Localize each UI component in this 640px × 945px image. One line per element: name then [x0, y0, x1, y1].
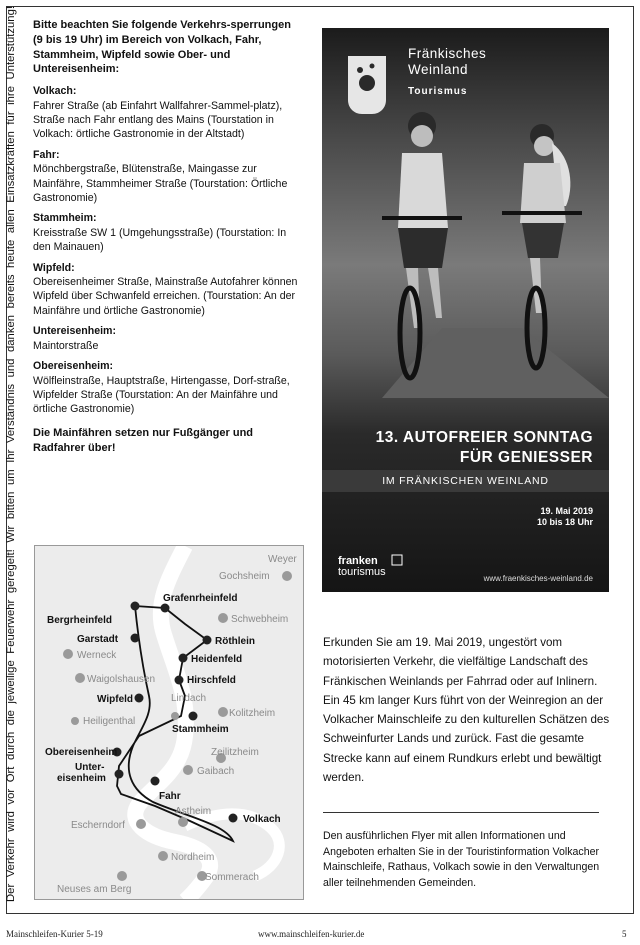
footer-publication: Mainschleifen-Kurier 5-19	[6, 929, 103, 939]
poster-date	[537, 506, 593, 528]
town-label-heidenfeld: Heidenfeld	[191, 654, 243, 665]
town-dot	[151, 777, 160, 786]
town-dot	[135, 694, 144, 703]
town-label-hirschfeld: Hirschfeld	[187, 675, 236, 686]
town-dot	[136, 819, 146, 829]
section-heading: Untereisenheim:	[33, 325, 117, 338]
section-text: Kreisstraße SW 1 (Umgehungsstraße) (Tourstation: In den Mainauen)	[33, 226, 287, 254]
town-dot	[171, 712, 179, 720]
town-dot	[178, 817, 188, 827]
town-dot	[183, 765, 193, 775]
town-label-escherndorf: Escherndorf	[71, 820, 125, 831]
headline-line-2: FÜR GENIESSER	[459, 449, 593, 466]
town-dot	[203, 636, 212, 645]
divider-rule	[323, 812, 599, 813]
town-label-grafenrheinfeld: Grafenrheinfeld	[163, 593, 238, 604]
town-label-untereisenheim-2: eisenheim	[57, 773, 106, 784]
town-dot	[161, 604, 170, 613]
section-untereisenheim	[33, 324, 301, 353]
town-label-zeilitzheim: Zeilitzheim	[211, 747, 259, 758]
poster-url: www.fraenkisches-weinland.de	[483, 574, 593, 583]
section-text: Wölfleinstraße, Hauptstraße, Hirtengasse, Dorf-straße, Wipfelder Straße (Tourstation: An der Mainfähre und örtliche Gastronomie)	[33, 374, 290, 416]
town-dot	[282, 571, 292, 581]
town-label-obereisenheim: Obereisenheim	[45, 747, 118, 758]
closures-intro: Bitte beachten Sie folgende Verkehrs-sperrungen (9 bis 19 Uhr) im Bereich von Volkach, Fahr, Stammheim, Wipfeld sowie Ober- und Untereisenheim:	[33, 19, 291, 76]
town-label-astheim: Astheim	[175, 806, 212, 817]
brand-sub: Tourismus	[408, 86, 468, 97]
town-label-nordheim: Nordheim	[171, 852, 215, 863]
town-label-gaibach: Gaibach	[197, 766, 235, 777]
event-description: Erkunden Sie am 19. Mai 2019, ungestört vom motorisierten Verkehr, die vielfältige Landschaft des Fränkischen Weinlands per Fahrrad oder auf Inlinern. Ein 45 km langer Kurs führt von der Weinregion an der Volkacher Mainschleife zu den kulturellen Schätzen des Schweinfurter Lands und zurück. Fast die gesamte Strecke kann auf einem Rundkurs erlebt und bewältigt werden.	[323, 636, 610, 785]
section-text: Obereisenheimer Straße, Mainstraße Autofahrer können Wipfeld über Schwanfeld erreichen. (Tourstation: An der Mainfähre und örtliche Gastronomie)	[33, 276, 298, 317]
section-heading: Fahr:	[33, 148, 60, 161]
town-dot	[71, 717, 79, 725]
ferry-note: Die Mainfähren setzen nur Fußgänger und Radfahrer über!	[33, 426, 254, 454]
town-dot	[189, 712, 198, 721]
section-text: Fahrer Straße (ab Einfahrt Wallfahrer-Sammel-platz), Straße nach Fahr entlang des Mains (Tourstation in Volkach: örtliche Gastronomie in der Altstadt)	[33, 99, 283, 141]
town-dot	[131, 634, 140, 643]
footer-page-number: 5	[622, 929, 627, 939]
town-label-bergrheinfeld: Bergrheinfeld	[47, 615, 113, 626]
town-label-roethlein: Röthlein	[215, 636, 255, 647]
town-label-heiligenthal: Heiligenthal	[83, 716, 136, 727]
town-label-stammheim: Stammheim	[172, 724, 229, 735]
section-volkach	[33, 84, 301, 142]
section-text: Maintorstraße	[33, 339, 99, 352]
poster-headline	[376, 428, 593, 468]
town-dot	[218, 613, 228, 623]
town-dot	[175, 676, 184, 685]
section-obereisenheim	[33, 359, 301, 417]
logo-line-1: franken	[338, 555, 378, 567]
town-dot	[63, 649, 73, 659]
town-label-werneck: Werneck	[77, 650, 117, 661]
town-label-schwebheim: Schwebheim	[231, 614, 289, 625]
town-dot	[75, 673, 85, 683]
flyer-info: Den ausführlichen Flyer mit allen Informationen und Angeboten erhalten Sie in der Touristinformation Volkacher Mainschleife, Rathaus, Volkach sowie in den Verwaltungen aller teilnehmenden Gemeinden.	[323, 830, 600, 889]
franken-tourismus-logo	[338, 556, 386, 578]
town-label-kolitzheim: Kolitzheim	[229, 708, 276, 719]
date-line-1: 19. Mai 2019	[540, 506, 593, 516]
section-wipfeld	[33, 261, 301, 319]
town-dot	[117, 871, 127, 881]
town-label-untereisenheim-1: Unter-	[75, 762, 105, 773]
vertical-side-note: Der Verkehr wird vor Ort durch die jeweilige Feuerwehr geregelt! Wir bitten um Ihr Verständnis und danken bereits heute allen Einsatzkräften für ihre Unterstützung!	[5, 6, 17, 902]
town-label-sommerach: Sommerach	[205, 872, 259, 883]
brand-line-2: Weinland	[408, 62, 469, 77]
poster-subline: IM FRÄNKISCHEN WEINLAND	[322, 470, 609, 492]
event-poster	[322, 28, 609, 592]
town-label-gochsheim: Gochsheim	[219, 571, 270, 582]
town-dot	[218, 707, 228, 717]
section-stammheim	[33, 211, 301, 254]
town-dot	[229, 814, 238, 823]
date-line-2: 10 bis 18 Uhr	[536, 517, 593, 527]
logo-line-2: tourismus	[338, 566, 386, 578]
town-label-weyer: Weyer	[268, 554, 297, 565]
weinland-logo-mark	[348, 56, 386, 114]
section-heading: Obereisenheim:	[33, 360, 114, 373]
section-heading: Stammheim:	[33, 212, 97, 225]
town-label-wipfeld: Wipfeld	[97, 694, 134, 705]
town-label-volkach: Volkach	[243, 814, 281, 825]
town-dot	[179, 654, 188, 663]
poster-brand	[408, 46, 486, 100]
town-dot	[131, 602, 140, 611]
section-heading: Wipfeld:	[33, 261, 75, 274]
section-text: Mönchbergstraße, Blütenstraße, Maingasse zur Mainfähre, Stammheimer Straße (Tourstation: Örtliche Gastronomie)	[33, 163, 288, 205]
brand-line-1: Fränkisches	[408, 46, 487, 61]
closures-column	[33, 18, 301, 455]
route-map-svg	[35, 546, 304, 900]
section-fahr	[33, 148, 301, 206]
town-dot	[115, 770, 124, 779]
town-label-garstadt: Garstadt	[77, 634, 119, 645]
town-label-waigolshausen: Waigolshausen	[87, 674, 156, 685]
footer-website: www.mainschleifen-kurier.de	[258, 929, 365, 939]
route-map	[34, 545, 304, 900]
headline-line-1: 13. AUTOFREIER SONNTAG	[375, 429, 593, 446]
town-dot	[158, 851, 168, 861]
section-heading: Volkach:	[33, 85, 77, 98]
town-label-neuses-am-berg: Neuses am Berg	[57, 884, 132, 895]
town-label-fahr: Fahr	[159, 791, 181, 802]
page-footer	[0, 918, 640, 945]
town-label-lindach: Lindach	[171, 693, 207, 704]
